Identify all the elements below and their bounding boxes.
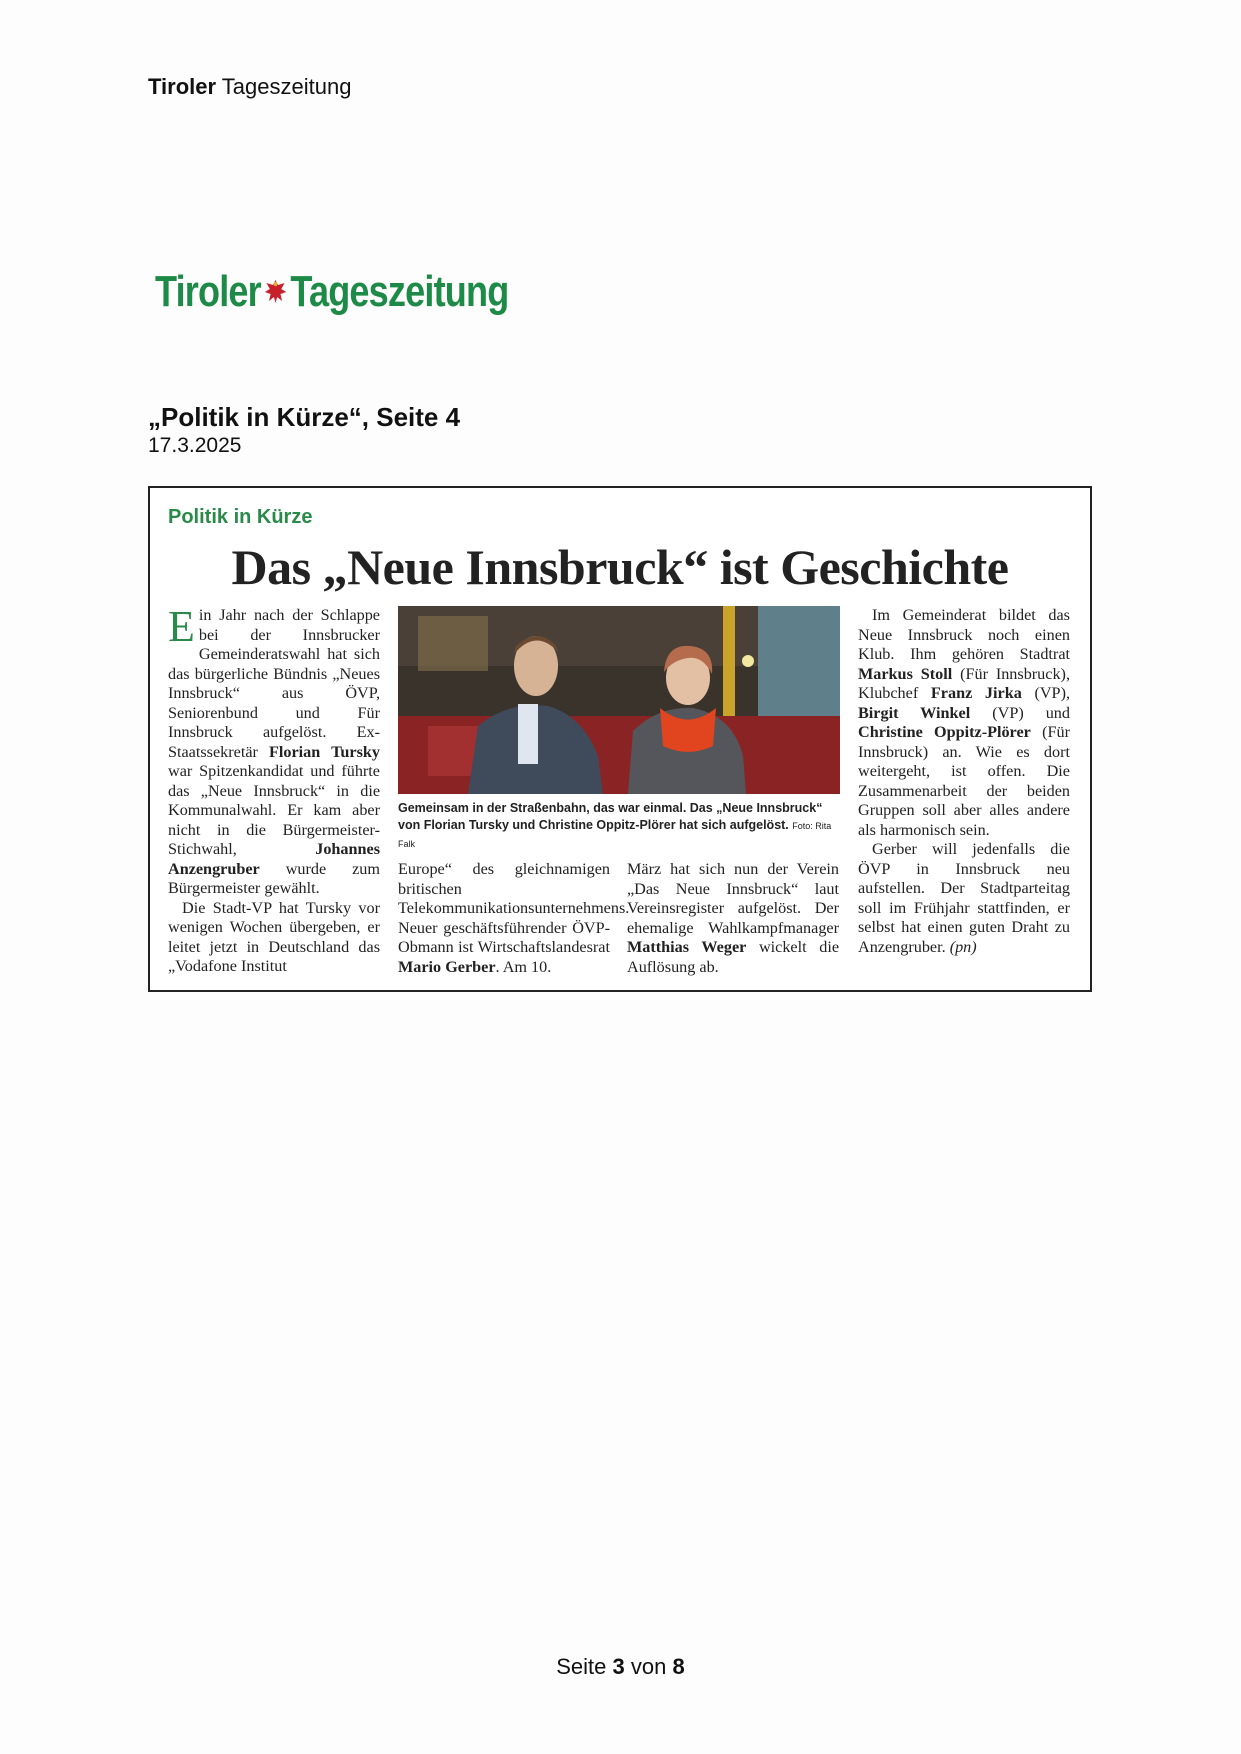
clip-date: 17.3.2025 [148,434,242,457]
logo-text-part2: Tageszeitung [290,267,509,316]
article-column-1 [168,602,380,977]
col1-text-e: wurde zum Bürgermeister gewählt. [168,859,380,897]
col4-text-e: (VP), [1021,684,1070,702]
document-header [148,74,351,100]
col1-text-c: war Spitzenkandidat und führte das „Neue Innsbruck“ in die Kommunalwahl. Er kam aber nicht in die Bürgermeister-Stichwahl, [168,762,380,858]
name-johannes-anzengruber: Johannes Anzengruber [168,840,380,878]
page-total: 8 [672,1654,685,1679]
page-current: 3 [612,1654,625,1679]
tyrolean-eagle-icon [263,267,288,317]
header-brand-rest: Tageszeitung [221,74,352,99]
author-signature: (pn) [949,937,977,956]
section-label: Politik in Kürze [168,506,313,528]
col1-paragraph-2: Die Stadt-VP hat Tursky vor wenigen Wochen übergeben, er leitet jetzt in Deutschland das „Vodafone Institut [168,898,380,975]
col4-text-g: (VP) und [970,703,1070,722]
logo-text-part1: Tiroler [155,267,261,316]
name-birgit-winkel: Birgit Winkel [858,703,971,722]
name-florian-tursky: Florian Tursky [269,742,380,761]
header-brand-bold: Tiroler [148,74,217,99]
photo-credit: Foto: Rita Falk [398,821,832,849]
page-number [0,1654,1241,1680]
clip-title: „Politik in Kürze“, Seite 4 [148,402,461,432]
caption-text: Gemeinsam in der Straßenbahn, das war einmal. Das „Neue Innsbruck“ von Florian Tursky und Christine Oppitz-Plörer hat sich aufgelöst. [398,801,823,832]
name-franz-jirka: Franz Jirka [930,684,1022,702]
col4-text-i: (Für Innsbruck) an. Wie es dort weitergeht, ist offen. Die Zusammenarbeit der beiden Gruppen soll aber alles andere als harmonisch sein. [858,723,1070,839]
drop-cap: E [168,602,195,651]
name-markus-stoll: Markus Stoll [858,664,953,683]
name-matthias-weger: Matthias Weger [627,938,747,956]
page-middle: von [630,1654,667,1679]
photo-caption [398,800,840,853]
col4-paragraph-2: Gerber will jedenfalls die ÖVP in Innsbruck neu aufstellen. Der Stadtparteitag soll im Frühjahr stattfinden, er selbst hat einen guten Draht zu Anzengruber. [858,840,1070,956]
col3-text-c: wickelt die Auflösung ab. [627,938,839,976]
article-photo [398,606,840,794]
name-christine-oppitz-ploerer: Christine Oppitz-Plörer [858,723,1031,741]
name-mario-gerber: Mario Gerber [398,957,496,976]
col2-text-a: Europe“ des gleichnamigen britischen Telekommunikationsunternehmens. Neuer geschäftsführender ÖVP-Obmann ist Wirtschaftslandesrat [398,860,630,956]
newspaper-logo [155,262,508,322]
article-headline: Das „Neue Innsbruck“ ist Geschichte [231,539,1009,595]
article-column-3 [627,860,839,977]
col4-text-a: Im Gemeinderat bildet das Neue Innsbruck noch einen Klub. Ihm gehören Stadtrat [858,606,1070,663]
col1-text-a: in Jahr nach der Schlappe bei der Innsbrucker Gemeinderatswahl hat sich das bürgerliche Bündnis „Neues Innsbruck“ aus ÖVP, Seniorenbund und Für Innsbruck aufgelöst. Ex-Staatssekretär [168,606,380,761]
col3-text-a: März hat sich nun der Verein „Das Neue Innsbruck“ laut Vereinsregister aufgelöst. Der ehemalige Wahlkampfmanager [627,860,839,937]
col2-text-c: . Am 10. [495,957,552,976]
col4-text-c: (Für Innsbruck), Klubchef [858,664,1070,702]
article-column-4 [858,606,1070,957]
article-column-2 [398,860,630,977]
newspaper-clipping [148,486,1092,992]
page-prefix: Seite [556,1654,607,1679]
